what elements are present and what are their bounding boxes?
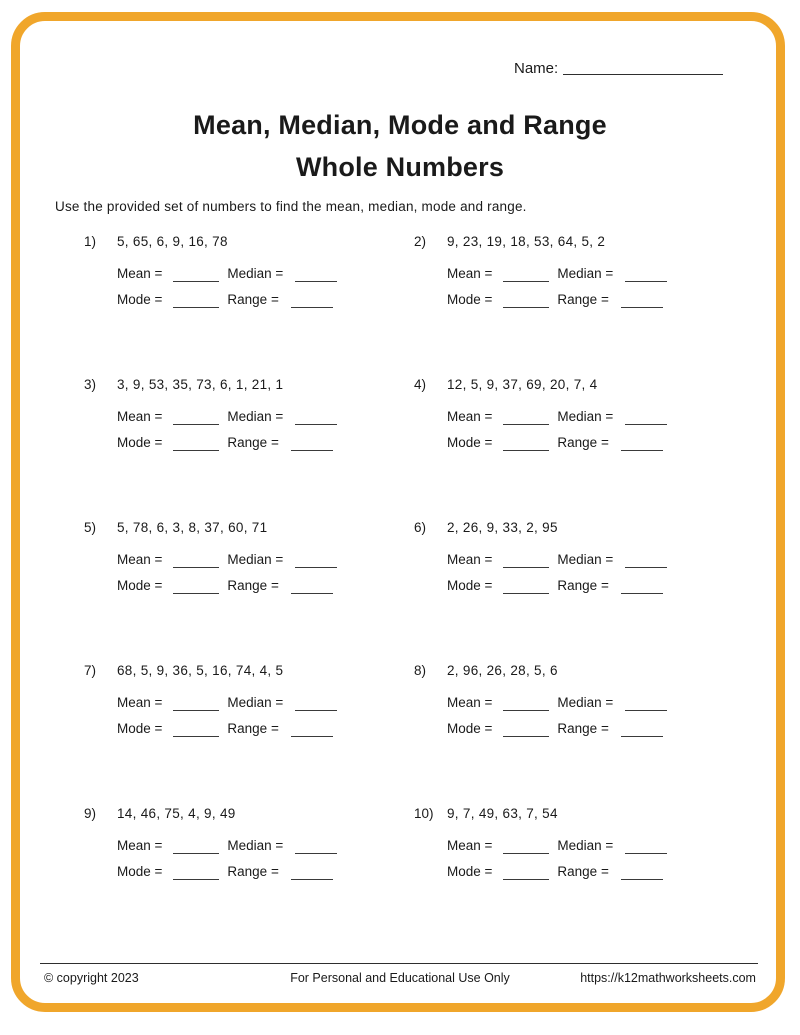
median-answer-blank: [295, 710, 337, 711]
range-label: Range =: [557, 721, 609, 736]
problem-number: 1): [84, 234, 97, 249]
mode-label: Mode =: [447, 721, 493, 736]
mean-answer-blank: [173, 281, 219, 282]
range-label: Range =: [227, 292, 279, 307]
footer-usage-note: For Personal and Educational Use Only: [290, 971, 510, 985]
mode-label: Mode =: [117, 435, 163, 450]
median-answer-blank: [295, 424, 337, 425]
problems-grid: [84, 231, 734, 882]
range-answer-blank: [291, 736, 333, 737]
problem-set: 68, 5, 9, 36, 5, 16, 74, 4, 5: [117, 663, 284, 678]
problem-number: 10): [414, 806, 434, 821]
mean-label: Mean =: [117, 838, 163, 853]
mode-label: Mode =: [447, 435, 493, 450]
mode-label: Mode =: [117, 578, 163, 593]
problem-set: 14, 46, 75, 4, 9, 49: [117, 806, 236, 821]
mode-answer-blank: [173, 307, 219, 308]
problem-number: 8): [414, 663, 427, 678]
range-label: Range =: [227, 864, 279, 879]
median-label: Median =: [227, 266, 284, 281]
median-answer-blank: [625, 710, 667, 711]
footer: [44, 971, 756, 985]
median-answer-blank: [295, 281, 337, 282]
mode-label: Mode =: [447, 864, 493, 879]
mode-answer-blank: [173, 593, 219, 594]
problem-6: [414, 517, 734, 596]
range-label: Range =: [227, 435, 279, 450]
problem-7: [84, 660, 414, 739]
mean-answer-blank: [173, 853, 219, 854]
problem-2: [414, 231, 734, 310]
median-answer-blank: [625, 424, 667, 425]
range-answer-blank: [291, 307, 333, 308]
mode-answer-blank: [173, 736, 219, 737]
mean-answer-blank: [503, 710, 549, 711]
footer-divider: [40, 963, 758, 964]
mean-answer-blank: [503, 567, 549, 568]
problem-1: [84, 231, 414, 310]
median-answer-blank: [295, 853, 337, 854]
mode-label: Mode =: [447, 292, 493, 307]
name-label: Name:: [514, 60, 559, 77]
range-answer-blank: [291, 879, 333, 880]
range-label: Range =: [557, 864, 609, 879]
mean-label: Mean =: [447, 552, 493, 567]
median-label: Median =: [557, 266, 614, 281]
name-blank-line: [563, 74, 723, 75]
instruction-text: Use the provided set of numbers to find the mean, median, mode and range.: [55, 199, 527, 214]
range-answer-blank: [621, 593, 663, 594]
mode-answer-blank: [503, 879, 549, 880]
problem-8: [414, 660, 734, 739]
mean-label: Mean =: [447, 409, 493, 424]
range-label: Range =: [227, 578, 279, 593]
problem-set: 3, 9, 53, 35, 73, 6, 1, 21, 1: [117, 377, 284, 392]
problem-number: 9): [84, 806, 97, 821]
name-row: [514, 60, 723, 77]
problem-set: 12, 5, 9, 37, 69, 20, 7, 4: [447, 377, 598, 392]
problem-4: [414, 374, 734, 453]
mean-label: Mean =: [447, 838, 493, 853]
problem-number: 2): [414, 234, 427, 249]
problem-9: [84, 803, 414, 882]
range-answer-blank: [621, 450, 663, 451]
mode-answer-blank: [503, 736, 549, 737]
mean-label: Mean =: [117, 266, 163, 281]
mode-label: Mode =: [117, 864, 163, 879]
median-answer-blank: [625, 853, 667, 854]
mean-label: Mean =: [117, 552, 163, 567]
problem-number: 6): [414, 520, 427, 535]
median-label: Median =: [557, 409, 614, 424]
range-answer-blank: [291, 593, 333, 594]
title-line-1: Mean, Median, Mode and Range: [193, 110, 607, 140]
mode-label: Mode =: [447, 578, 493, 593]
worksheet-title: [0, 104, 800, 188]
median-answer-blank: [625, 281, 667, 282]
range-label: Range =: [557, 292, 609, 307]
range-label: Range =: [557, 578, 609, 593]
mean-answer-blank: [173, 567, 219, 568]
mode-answer-blank: [173, 879, 219, 880]
mode-answer-blank: [173, 450, 219, 451]
mean-answer-blank: [503, 281, 549, 282]
range-answer-blank: [621, 736, 663, 737]
range-answer-blank: [621, 879, 663, 880]
range-label: Range =: [227, 721, 279, 736]
range-label: Range =: [557, 435, 609, 450]
problem-number: 7): [84, 663, 97, 678]
footer-website-link[interactable]: https://k12mathworksheets.com: [580, 971, 756, 985]
problem-3: [84, 374, 414, 453]
problem-set: 5, 78, 6, 3, 8, 37, 60, 71: [117, 520, 268, 535]
mean-answer-blank: [503, 853, 549, 854]
mean-label: Mean =: [447, 695, 493, 710]
problem-number: 3): [84, 377, 97, 392]
problem-number: 5): [84, 520, 97, 535]
mode-label: Mode =: [117, 721, 163, 736]
median-label: Median =: [557, 552, 614, 567]
median-label: Median =: [557, 695, 614, 710]
problem-set: 9, 23, 19, 18, 53, 64, 5, 2: [447, 234, 606, 249]
range-answer-blank: [621, 307, 663, 308]
footer-copyright: © copyright 2023: [44, 971, 139, 985]
median-label: Median =: [557, 838, 614, 853]
problem-set: 2, 26, 9, 33, 2, 95: [447, 520, 558, 535]
median-label: Median =: [227, 838, 284, 853]
problem-set: 9, 7, 49, 63, 7, 54: [447, 806, 558, 821]
problem-number: 4): [414, 377, 427, 392]
median-answer-blank: [625, 567, 667, 568]
median-label: Median =: [227, 409, 284, 424]
problem-5: [84, 517, 414, 596]
mode-answer-blank: [503, 450, 549, 451]
problem-set: 2, 96, 26, 28, 5, 6: [447, 663, 558, 678]
problem-10: [414, 803, 734, 882]
median-answer-blank: [295, 567, 337, 568]
mode-answer-blank: [503, 307, 549, 308]
problem-set: 5, 65, 6, 9, 16, 78: [117, 234, 228, 249]
mean-label: Mean =: [117, 409, 163, 424]
median-label: Median =: [227, 552, 284, 567]
median-label: Median =: [227, 695, 284, 710]
mean-label: Mean =: [447, 266, 493, 281]
mean-label: Mean =: [117, 695, 163, 710]
mean-answer-blank: [173, 710, 219, 711]
range-answer-blank: [291, 450, 333, 451]
title-line-2: Whole Numbers: [295, 152, 505, 182]
mode-answer-blank: [503, 593, 549, 594]
mean-answer-blank: [503, 424, 549, 425]
mode-label: Mode =: [117, 292, 163, 307]
mean-answer-blank: [173, 424, 219, 425]
